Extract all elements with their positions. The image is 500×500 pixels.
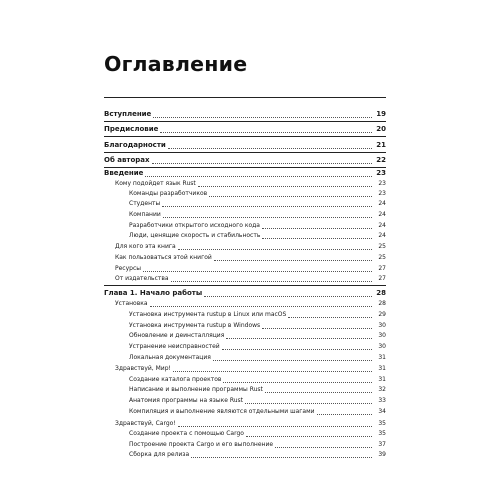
toc-entry-page: 30	[378, 343, 386, 350]
toc-dot-leader	[163, 211, 372, 218]
toc-dot-leader	[152, 157, 372, 164]
toc-entry[interactable]	[129, 221, 386, 230]
toc-entry-label: Предисловие	[104, 125, 159, 133]
toc-entry-label: Сборка для релиза	[129, 451, 190, 458]
toc-entry-page: 27	[378, 265, 386, 272]
toc-dot-leader	[198, 180, 372, 187]
toc-entry-label: Студенты	[129, 200, 161, 207]
toc-dot-leader	[245, 397, 372, 404]
toc-entry-page: 28	[378, 300, 386, 307]
toc-entry-page: 24	[378, 211, 386, 218]
toc-dot-leader	[214, 254, 372, 261]
section-rule	[104, 167, 386, 168]
toc-entry-label: Компиляция и выполнение являются отдельными шагами	[129, 408, 315, 415]
section-rule	[104, 121, 386, 122]
toc-entry-page: 31	[378, 376, 386, 383]
toc-entry[interactable]	[104, 289, 386, 298]
toc-dot-leader	[275, 441, 372, 448]
toc-entry-page: 25	[378, 254, 386, 261]
toc-dot-leader	[168, 142, 372, 149]
toc-entry-page: 22	[376, 156, 386, 164]
toc-entry-page: 20	[376, 125, 386, 133]
toc-entry-page: 19	[376, 110, 386, 118]
toc-entry-label: Здравствуй, Cargo!	[115, 420, 176, 427]
toc-entry-label: Установка инструмента rustup в Windows	[129, 322, 261, 329]
section-rule	[104, 152, 386, 153]
toc-dot-leader	[226, 332, 372, 339]
toc-entry[interactable]	[129, 199, 386, 208]
toc-entry-page: 30	[378, 322, 386, 329]
toc-dot-leader	[173, 365, 372, 372]
toc-entry[interactable]	[129, 450, 386, 459]
toc-dot-leader	[150, 300, 372, 307]
toc-entry-label: Ресурсы	[115, 265, 142, 272]
toc-entry-label: Кому подойдет язык Rust	[115, 180, 196, 187]
toc-entry[interactable]	[129, 321, 386, 330]
toc-entry-page: 37	[378, 441, 386, 448]
toc-dot-leader	[153, 111, 372, 118]
title-rule	[104, 97, 386, 98]
toc-dot-leader	[288, 311, 372, 318]
toc-entry-label: Здравствуй, Мир!	[115, 365, 171, 372]
toc-entry-page: 23	[378, 190, 386, 197]
toc-entry-label: Обновление и деинсталляция	[129, 332, 225, 339]
toc-dot-leader	[262, 222, 372, 229]
toc-dot-leader	[265, 386, 372, 393]
toc-entry[interactable]	[115, 274, 386, 283]
toc-entry-label: Создание проекта с помощью Cargo	[129, 430, 244, 437]
toc-entry-page: 35	[378, 430, 386, 437]
toc-entry-page: 24	[378, 222, 386, 229]
toc-entry-page: 28	[376, 289, 386, 297]
toc-dot-leader	[204, 290, 372, 297]
toc-entry[interactable]	[129, 189, 386, 198]
toc-entry-page: 34	[378, 408, 386, 415]
toc-dot-leader	[178, 420, 372, 427]
toc-dot-leader	[162, 200, 372, 207]
toc-entry[interactable]	[129, 375, 386, 384]
toc-entry-page: 25	[378, 243, 386, 250]
toc-entry-label: Введение	[104, 169, 144, 177]
toc-entry-label: Установка	[115, 300, 148, 307]
toc-entry-label: Люди, ценящие скорость и стабильность	[129, 232, 261, 239]
toc-entry-label: Анатомия программы на языке Rust	[129, 397, 243, 404]
toc-entry[interactable]	[104, 156, 386, 165]
toc-entry-label: Устранение неисправностей	[129, 343, 220, 350]
toc-dot-leader	[209, 190, 372, 197]
toc-dot-leader	[246, 430, 372, 437]
toc-entry-page: 39	[378, 451, 386, 458]
toc-entry-page: 30	[378, 332, 386, 339]
toc-entry[interactable]	[129, 210, 386, 219]
toc-entry[interactable]	[104, 141, 386, 150]
toc-dot-leader	[178, 243, 372, 250]
toc-entry[interactable]	[129, 231, 386, 240]
toc-entry-page: 24	[378, 232, 386, 239]
toc-entry[interactable]	[115, 264, 386, 273]
toc-dot-leader	[191, 451, 372, 458]
toc-entry[interactable]	[104, 125, 386, 134]
toc-entry[interactable]	[129, 429, 386, 438]
toc-entry-label: Как пользоваться этой книгой	[115, 254, 212, 261]
toc-entry-label: Об авторах	[104, 156, 150, 164]
toc-entry[interactable]	[129, 342, 386, 351]
toc-entry[interactable]	[104, 110, 386, 119]
toc-entry[interactable]	[104, 169, 386, 178]
toc-entry-label: Установка инструмента rustup в Linux или macOS	[129, 311, 287, 318]
toc-dot-leader	[262, 322, 372, 329]
toc-entry-label: Для кого эта книга	[115, 243, 176, 250]
toc-dot-leader	[223, 376, 372, 383]
toc-entry-page: 23	[376, 169, 386, 177]
toc-entry[interactable]	[129, 407, 386, 416]
toc-dot-leader	[160, 126, 372, 133]
toc-entry[interactable]	[115, 179, 386, 188]
toc-entry-label: Вступление	[104, 110, 152, 118]
toc-entry[interactable]	[129, 440, 386, 449]
section-rule	[104, 285, 386, 286]
toc-entry-page: 23	[378, 180, 386, 187]
toc-entry-label: Разработчики открытого исходного кода	[129, 222, 260, 229]
section-rule	[104, 136, 386, 137]
toc-dot-leader	[262, 232, 372, 239]
toc-entry-label: Написание и выполнение программы Rust	[129, 386, 263, 393]
toc-entry[interactable]	[115, 242, 386, 251]
page-title: Оглавление	[104, 52, 248, 76]
toc-dot-leader	[143, 265, 372, 272]
toc-entry[interactable]	[115, 299, 386, 308]
toc-entry-page: 27	[378, 275, 386, 282]
toc-entry-page: 32	[378, 386, 386, 393]
toc-dot-leader	[222, 343, 372, 350]
toc-entry-page: 29	[378, 311, 386, 318]
toc-entry-label: Локальная документация	[129, 354, 211, 361]
toc-entry[interactable]	[129, 331, 386, 340]
toc-entry[interactable]	[129, 310, 386, 319]
toc-dot-leader	[317, 408, 372, 415]
toc-entry[interactable]	[129, 396, 386, 405]
toc-dot-leader	[213, 354, 372, 361]
toc-entry-page: 35	[378, 420, 386, 427]
toc-entry-page: 31	[378, 354, 386, 361]
toc-entry-page: 33	[378, 397, 386, 404]
toc-entry-page: 21	[376, 141, 386, 149]
toc-entry-page: 24	[378, 200, 386, 207]
toc-entry[interactable]	[129, 385, 386, 394]
toc-entry-label: Компании	[129, 211, 161, 218]
toc-entry-label: Глава 1. Начало работы	[104, 289, 203, 297]
toc-entry[interactable]	[115, 253, 386, 262]
toc-dot-leader	[171, 275, 372, 282]
toc-dot-leader	[145, 170, 372, 177]
toc-entry-page: 31	[378, 365, 386, 372]
toc-entry[interactable]	[129, 353, 386, 362]
toc-entry-label: От издательства	[115, 275, 169, 282]
toc-entry[interactable]	[115, 364, 386, 373]
toc-entry-label: Команды разработчиков	[129, 190, 208, 197]
toc-entry[interactable]	[115, 419, 386, 428]
toc-entry-label: Создание каталога проектов	[129, 376, 222, 383]
toc-entry-label: Благодарности	[104, 141, 166, 149]
toc-entry-label: Построение проекта Cargo и его выполнение	[129, 441, 274, 448]
